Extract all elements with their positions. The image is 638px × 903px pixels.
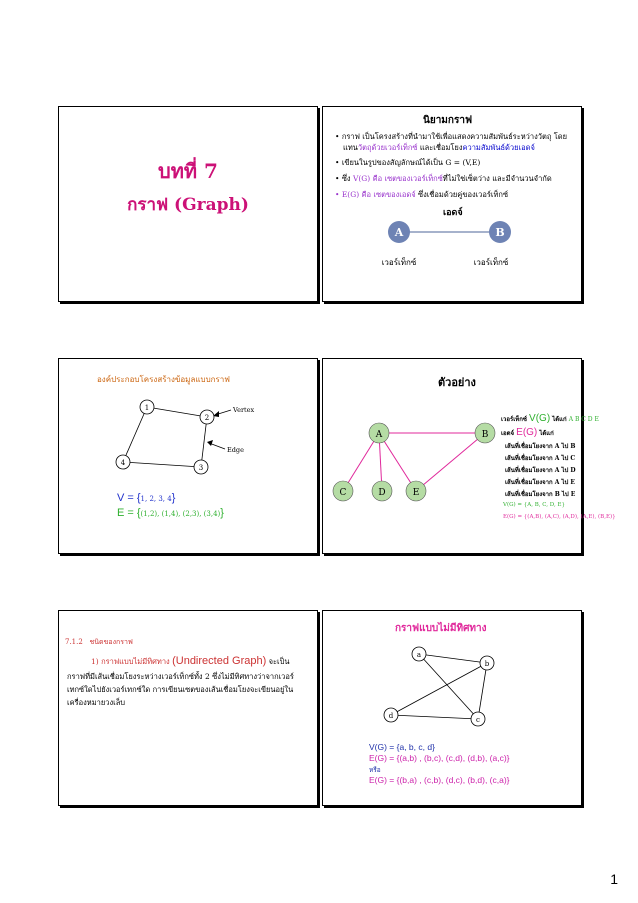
slide-title: องค์ประกอบโครงสร้างข้อมูลแบบกราฟ xyxy=(97,375,230,384)
node-4-label: 4 xyxy=(120,459,126,467)
paragraph-line: เทกซ์ใดไปยังเวอร์เทกซ์ใด การเขียนเซตของเส้นเชื่อมโยงจะเขียนอยู่ใน xyxy=(67,685,294,694)
paragraph-line: เครื่องหมายวงเล็บ xyxy=(67,698,126,707)
node-1-label: 1 xyxy=(144,404,150,412)
edge-item: เส้นที่เชื่อมโยงจาก A ไป C xyxy=(505,455,576,462)
slide-title: กราฟแบบไม่มีทิศทาง xyxy=(395,623,487,634)
vertex-line-a: เวอร์เท็กซ์ xyxy=(501,416,530,423)
edge-2-3 xyxy=(201,417,207,467)
bullet-edge-set xyxy=(335,189,508,200)
edge-heading-b: E(G) xyxy=(516,427,538,438)
vertex-a-label: เวอร์เท็กซ์ xyxy=(381,258,417,267)
bullet-dot: • xyxy=(335,174,340,183)
node-a-label: A xyxy=(375,430,383,440)
slide-4 xyxy=(322,358,616,554)
item-english: (Undirected Graph) xyxy=(172,655,267,667)
bullet-symbol xyxy=(335,157,480,168)
slide-5 xyxy=(58,610,318,806)
edge-label: Edge xyxy=(227,446,244,454)
slide-1 xyxy=(58,106,318,302)
edge-item: เส้นที่เชื่อมโยงจาก A ไป D xyxy=(505,467,576,474)
edge-line-heading xyxy=(501,427,554,438)
paragraph-line: กราฟที่มีเส้นเชื่อมโยงระหว่างเวอร์เท็กซ์ทั้ง 2 ซึ่งไม่มีทิศทางว่าจากเวอร์ xyxy=(67,672,294,681)
edge-item: เส้นที่เชื่อมโยงจาก A ไป B xyxy=(505,443,576,450)
node-b-label: b xyxy=(484,660,490,668)
item-post: จะเป็น xyxy=(266,657,290,666)
bullet-text-b: V(G) คือ เซตของเวอร์เท็กซ์ xyxy=(352,174,443,183)
edge-label: เอดจ์ xyxy=(443,208,463,218)
vertex-b-letter: B xyxy=(495,226,505,239)
bullet-text-a: ซึ่ง xyxy=(341,174,353,183)
vertex-set xyxy=(117,492,175,504)
vertex-line xyxy=(501,413,599,424)
edge-heading-c: ได้แก่ xyxy=(537,430,554,437)
edge-set-prefix: E = { xyxy=(117,507,141,519)
edge-1-4 xyxy=(123,407,147,462)
edge-d-b xyxy=(391,663,487,715)
edge-a-b xyxy=(419,654,487,663)
vertex-b-label: เวอร์เท็กซ์ xyxy=(473,258,509,267)
edge-b-e xyxy=(416,433,485,491)
bullet-text-2d: ความสัมพันธ์ด้วยเอดจ์ xyxy=(462,143,535,152)
slide-title: ตัวอย่าง xyxy=(438,376,476,389)
node-c-label: c xyxy=(476,716,480,724)
edge-arrowhead xyxy=(207,440,213,446)
bullet-text-a: E(G) คือ เซตของเอดจ์ xyxy=(341,190,416,199)
slide-title: นิยามกราฟ xyxy=(423,115,473,126)
slide-2 xyxy=(322,106,582,302)
node-c-label: C xyxy=(339,488,347,498)
bullet-text-b: ซึ่งเชื่อมด้วยคู่ของเวอร์เท็กซ์ xyxy=(415,190,509,199)
bullet-text: เขียนในรูปของสัญลักษณ์ได้เป็น G = (V,E) xyxy=(341,158,481,167)
or-text: หรือ xyxy=(369,766,381,774)
edge-heading-a: เอดจ์ xyxy=(501,430,517,437)
chapter-subtitle: กราฟ (Graph) xyxy=(127,195,249,215)
edge-1-2 xyxy=(147,407,207,417)
bullet-dot: • xyxy=(335,132,340,141)
vertex-line-c: ได้แก่ xyxy=(550,416,569,423)
bullet-definition xyxy=(335,131,575,153)
bullet-text-c: ที่ไม่ใช่เซ็ตว่าง และมีจำนวนจำกัด xyxy=(442,174,552,183)
node-d-label: D xyxy=(378,488,386,498)
vertex-set-formula: V(G) = {a, b, c, d} xyxy=(369,742,435,752)
edge-set-values: (1,2), (1,4), (2,3), (3,4) xyxy=(140,510,221,518)
undirected-item xyxy=(91,655,290,668)
node-e-label: E xyxy=(412,488,420,498)
edge-set-formula: E(G) = {(A,B), (A,C), (A,D), (A,E), (B,E)} xyxy=(503,514,616,520)
vertex-set-values: 1, 2, 3, 4 xyxy=(140,495,172,503)
node-a-label: a xyxy=(416,651,422,659)
bullet-dot: • xyxy=(335,190,340,199)
edge-diagram xyxy=(323,203,581,283)
bullet-text-2a: แทน xyxy=(343,143,358,152)
edge-a-c xyxy=(419,654,478,719)
section-number: 7.1.2 xyxy=(65,638,83,646)
item-label: 1) กราฟแบบไม่มีทิศทาง xyxy=(91,657,173,666)
node-d-label: d xyxy=(388,712,394,720)
bullet-text: กราฟ เป็นโครงสร้างที่นำมาใช้เพื่อแสดงความสัมพันธ์ระหว่างวัตถุ โดย xyxy=(341,132,568,141)
bullet-vertex-set xyxy=(335,173,552,184)
section-title: ชนิดของกราฟ xyxy=(89,638,133,646)
edge-3-4 xyxy=(123,462,201,467)
edge-b-c xyxy=(478,663,487,719)
vertex-line-d: A B C D E xyxy=(568,416,599,423)
edge-item: เส้นที่เชื่อมโยงจาก B ไป E xyxy=(505,491,576,498)
edge-item: เส้นที่เชื่อมโยงจาก A ไป E xyxy=(505,479,575,486)
bullet-dot: • xyxy=(335,158,340,167)
chapter-title: บทที่ 7 xyxy=(158,159,218,183)
section-heading xyxy=(65,637,133,648)
vertex-set-suffix: } xyxy=(171,492,176,504)
edge-set-formula-1: E(G) = {(a,b) , (b,c), (c,d), (d,b), (a,c)} xyxy=(369,753,510,763)
vertex-set-formula: V(G) = {A, B, C, D, E} xyxy=(503,502,566,508)
edge-c-d xyxy=(391,715,478,719)
node-2-label: 2 xyxy=(204,414,210,422)
edge-set xyxy=(117,507,224,519)
vertex-set-prefix: V = { xyxy=(117,492,141,504)
vertex-label: Vertex xyxy=(233,406,255,414)
vertex-a-letter: A xyxy=(394,226,404,239)
slide-6 xyxy=(322,610,582,806)
page-number: 1 xyxy=(610,871,618,887)
bullet-text-2b: วัตถุด้วยเวอร์เท็กซ์ xyxy=(357,143,418,152)
slide-3 xyxy=(58,358,318,554)
node-b-label: B xyxy=(481,430,489,440)
bullet-text-2c: และเชื่อมโยง xyxy=(417,143,463,152)
vertex-line-b: V(G) xyxy=(529,413,551,424)
edge-set-formula-2: E(G) = {(b,a) , (c,b), (d,c), (b,d), (c,a)} xyxy=(369,775,510,785)
graph-diagram xyxy=(59,359,317,553)
edge-set-suffix: } xyxy=(220,507,224,519)
node-3-label: 3 xyxy=(198,464,204,472)
